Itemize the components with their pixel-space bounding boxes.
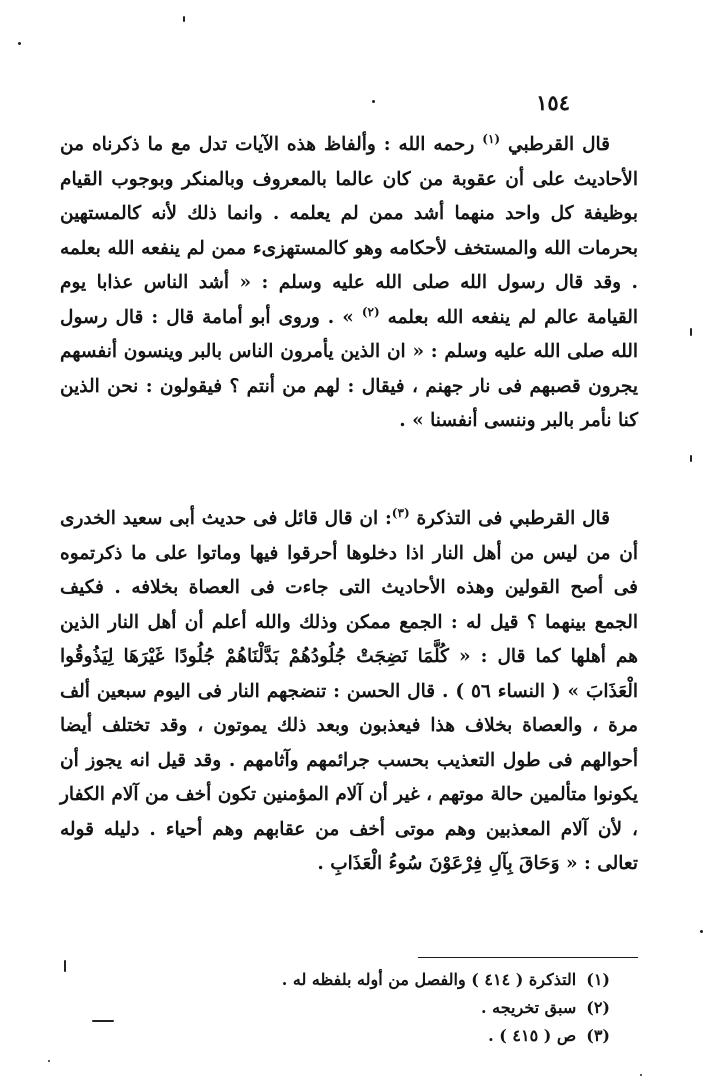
paragraph-text: [60, 128, 638, 439]
footnote-text: ص ( ٤١٥ ) .: [488, 1026, 577, 1045]
scan-speck: [372, 100, 375, 103]
scan-speck: [690, 328, 692, 336]
paragraph-tadhkira: [60, 502, 638, 882]
footnote-3: [90, 1022, 610, 1050]
scan-speck: [183, 16, 185, 22]
scan-speck: [18, 42, 21, 45]
text-segment: رحمه الله : وألفاظ هذه الآيات تدل مع ما ذكرناه من الأحاديث على أن عقوبة من كان عالما بالمعروف وبالمنكر وبوجوب القيام بوظيفة كل واحد منهما أشد ممن لم يعلمه . وانما ذلك لأنه كالمستهين بحرمات الله والمستخف لأحكامه وهو كالمستهزىء ممن لم ينفعه الله بعلمه . وقد قال رسول الله صلى الله عليه وسلم : « أشد الناس عذابا يوم القيامة عالم لم ينفعه الله بعلمه: [60, 134, 638, 328]
page-number: ١٥٤: [536, 90, 570, 115]
paragraph-qurtubi-scholars: [60, 128, 638, 439]
footnote-ref-2: (٢): [361, 304, 380, 319]
footnote-2: [90, 994, 610, 1022]
footnote-text: التذكرة ( ٤١٤ ) والفصل من أوله بلفظه له .: [281, 970, 577, 989]
footnote-divider: [418, 957, 638, 958]
scan-speck: [640, 1074, 642, 1076]
text-segment: قال القرطبي: [508, 134, 610, 155]
text-segment: قال القرطبي فى التذكرة: [416, 508, 611, 529]
paragraph-text: [60, 502, 638, 882]
text-segment: : ان قال قائل فى حديث أبى سعيد الخدرى أن من ليس من أهل النار اذا دخلوها أحرقوا فيها وماتوا على ما ذكرتموه فى أصح القولين وهذه الأحاديث التى جاءت فى العصاة بخلافه . فكيف الجمع بينهما ؟ قيل له : الجمع ممكن وذلك والله أعلم أن أهل النار الذين هم أهلها كما قال : « كُلَّمَا نَضِجَتْ جُلُودُهُمْ بَدَّلْنَاهُمْ جُلُودًا غَيْرَهَا لِيَذُوقُوا الْعَذَابَ » ( النساء ٥٦ ) . قال الحسن : تنضجهم النار فى اليوم سبعين ألف مرة ، والعصاة بخلاف هذا فيعذبون وبعد ذلك يموتون ، وقد تختلف أيضا أحوالهم فى طول التعذيب بحسب جرائمهم وآثامهم . وقد قيل انه يجوز أن يكونوا متألمين حالة موتهم ، غير أن آلام المؤمنين تكون أخف من آلام الكفار ، لأن آلام المعذبين وهم موتى أخف من عقابهم وهم أحياء . دليله قوله تعالى : « وَحَاقَ بِآلِ فِرْعَوْنَ سُوءُ الْعَذَابِ .: [60, 508, 638, 874]
footnote-number: (٢): [586, 998, 610, 1017]
scan-speck: [690, 455, 692, 462]
scan-speck: [700, 930, 703, 933]
footnotes: [90, 966, 610, 1050]
footnote-1: [90, 966, 610, 994]
footnote-text: سبق تخريجه .: [480, 998, 577, 1017]
footnote-ref-3: (٣): [391, 505, 410, 520]
footnote-number: (١): [586, 970, 610, 989]
footnote-ref-1: (١): [482, 131, 501, 146]
text-segment: » . وروى أبو أمامة قال : قال رسول الله صلى الله عليه وسلم : « ان الذين يأمرون الناس بالبر وينسون أنفسهم يجرون قصبهم فى نار جهنم ، فيقال : لهم من أنتم ؟ فيقولون : نحن الذين كنا نأمر بالبر وننسى أنفسنا » .: [60, 306, 638, 431]
scan-speck: [92, 1020, 114, 1022]
scan-speck: [64, 960, 66, 972]
scan-speck: [48, 1060, 50, 1062]
footnote-number: (٣): [586, 1026, 610, 1045]
